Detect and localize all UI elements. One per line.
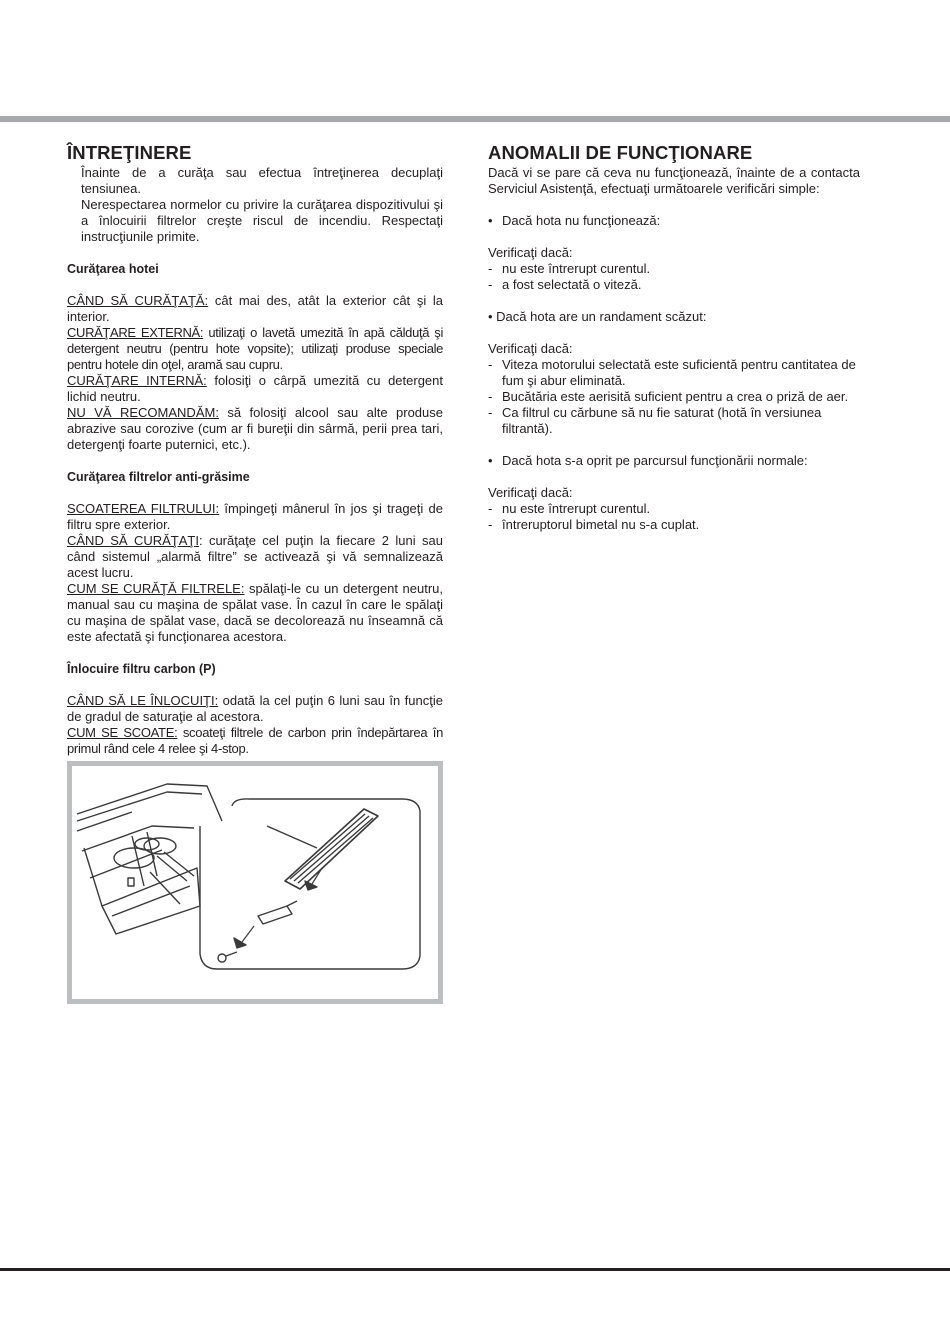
check-label-3: Verificaţi dacă: <box>488 485 573 500</box>
list-item: - a fost selectată o viteză. <box>488 277 860 293</box>
bottom-rule <box>0 1268 950 1271</box>
case-not-working <box>488 213 860 229</box>
when-to-clean-label: CÂND SĂ CURĂŢAŢĂ: <box>67 293 209 308</box>
troubleshooting-title: ANOMALII DE FUNCŢIONARE <box>488 142 753 163</box>
not-recommended-label: NU VĂ RECOMANDĂM: <box>67 405 219 420</box>
filter-how-label: CUM SE CURĂŢĂ FILTRELE: <box>67 581 245 596</box>
internal-cleaning-text: folosiţi o cârpă umezită cu detergent lichid neutru. <box>67 373 444 404</box>
troubleshooting-section <box>488 143 860 533</box>
list-item: - nu este întrerupt curentul. <box>488 261 860 277</box>
filter-how-paragraph <box>67 581 443 645</box>
case-stopped-text: Dacă hota s-a oprit pe parcursul funcţionării normale: <box>502 453 808 468</box>
carbon-how-label: CUM SE SCOATE: <box>67 725 178 740</box>
filter-when-paragraph <box>67 533 443 581</box>
filter-how-text: spălaţi-le cu un detergent neutru, manual sau cu maşina de spălat vase. În cazul în care le spălaţi cu maşina de spălat vase, dacă se decolorează nu înseamnă că este afectată şi funcţionarea acestora. <box>67 581 443 644</box>
when-to-clean-paragraph <box>67 293 443 325</box>
filter-when-label: CÂND SĂ CURĂŢAŢI <box>67 533 199 548</box>
grease-filter-heading: Curăţarea filtrelor anti-grăsime <box>67 470 250 484</box>
case-stopped <box>488 453 860 469</box>
filter-removal-text: împingeţi mânerul în jos şi trageţi de filtru spre exterior. <box>67 501 443 532</box>
bullet-marker: • <box>488 453 493 468</box>
top-rule <box>0 116 950 122</box>
carbon-filter-heading: Înlocuire filtru carbon (P) <box>67 662 216 676</box>
filter-removal-paragraph <box>67 501 443 533</box>
external-cleaning-paragraph <box>67 325 443 373</box>
carbon-how-paragraph <box>67 725 443 757</box>
carbon-when-text: odată la cel puţin 6 luni sau în funcţie de gradul de saturaţie al acestora. <box>67 693 443 724</box>
check-label-1: Verificaţi dacă: <box>488 245 573 260</box>
carbon-how-text: scoateţi filtrele de carbon prin îndepărtarea în primul rând cele 4 relee şi 4-stop. <box>67 725 443 756</box>
check-label-2: Verificaţi dacă: <box>488 341 573 356</box>
filter-removal-label: SCOATEREA FILTRULUI: <box>67 501 220 516</box>
not-recommended-paragraph <box>67 405 443 453</box>
list-item-text: nu este întrerupt curentul. <box>502 501 651 516</box>
list-item: - Viteza motorului selectată este suficientă pentru cantitatea de fum şi abur eliminată. <box>488 357 860 389</box>
list-item-text: Bucătăria este aerisită suficient pentru a crea o priză de aer. <box>502 389 849 404</box>
list-item: - Ca filtrul cu cărbune să nu fie saturat (hotă în versiunea filtrantă). <box>488 405 860 437</box>
maintenance-intro-1: Înainte de a curăţa sau efectua întreţinerea decuplaţi tensiunea. <box>81 165 443 196</box>
list-item: - Bucătăria este aerisită suficient pentru a crea o priză de aer. <box>488 389 860 405</box>
external-cleaning-label: CURĂŢARE EXTERNĂ: <box>67 325 204 340</box>
carbon-when-label: CÂND SĂ LE ÎNLOCUIŢI: <box>67 693 219 708</box>
when-to-clean-text: cât mai des, atât la exterior cât şi la interior. <box>67 293 443 324</box>
case-not-working-text: Dacă hota nu funcţionează: <box>502 213 661 228</box>
filter-removal-drawing <box>72 766 438 999</box>
internal-cleaning-paragraph <box>67 373 443 405</box>
external-cleaning-text: utilizaţi o lavetă umezită în apă călduţă şi detergent neutru (pentru hote vopsite); utilizaţi produse speciale pentru hotele din oţel, aramă sau cupru. <box>67 325 443 372</box>
list-item-text: întreruptorul bimetal nu s-a cuplat. <box>502 517 700 532</box>
list-item: - nu este întrerupt curentul. <box>488 501 860 517</box>
list-item-text: Ca filtrul cu cărbune să nu fie saturat (hotă în versiunea filtrantă). <box>502 405 822 436</box>
troubleshooting-intro: Dacă vi se pare că ceva nu funcţionează, înainte de a contacta Serviciul Asistenţă, efectuaţi următoarele verificări simple: <box>488 165 860 196</box>
list-item: - întreruptorul bimetal nu s-a cuplat. <box>488 517 860 533</box>
list-item-text: a fost selectată o viteză. <box>502 277 642 292</box>
maintenance-section <box>67 143 443 757</box>
carbon-filter-illustration <box>67 761 443 1004</box>
maintenance-title: ÎNTREŢINERE <box>67 142 192 163</box>
case-low-performance: • Dacă hota are un randament scăzut: <box>488 309 707 324</box>
carbon-when-paragraph <box>67 693 443 725</box>
list-item-text: nu este întrerupt curentul. <box>502 261 651 276</box>
internal-cleaning-label: CURĂŢARE INTERNĂ: <box>67 373 207 388</box>
maintenance-intro-2: Nerespectarea normelor cu privire la curăţarea dispozitivului şi a înlocuirii filtrelor creşte riscul de incendiu. Respectaţi instrucţiunile primite. <box>81 197 443 244</box>
hood-cleaning-heading: Curăţarea hotei <box>67 262 159 276</box>
not-recommended-text: să folosiţi alcool sau alte produse abrazive sau corozive (cum ar fi bureţii din sârmă, perii prea tari, detergenţi foarte puternici, etc.). <box>67 405 443 452</box>
filter-when-text: : curăţaţe cel puţin la fiecare 2 luni sau când sistemul „alarmă filtre” se activează şi vă semnalizează acest lucru. <box>67 533 443 580</box>
bullet-marker: • <box>488 213 493 228</box>
list-item-text: Viteza motorului selectată este suficientă pentru cantitatea de fum şi abur eliminată. <box>502 357 856 388</box>
